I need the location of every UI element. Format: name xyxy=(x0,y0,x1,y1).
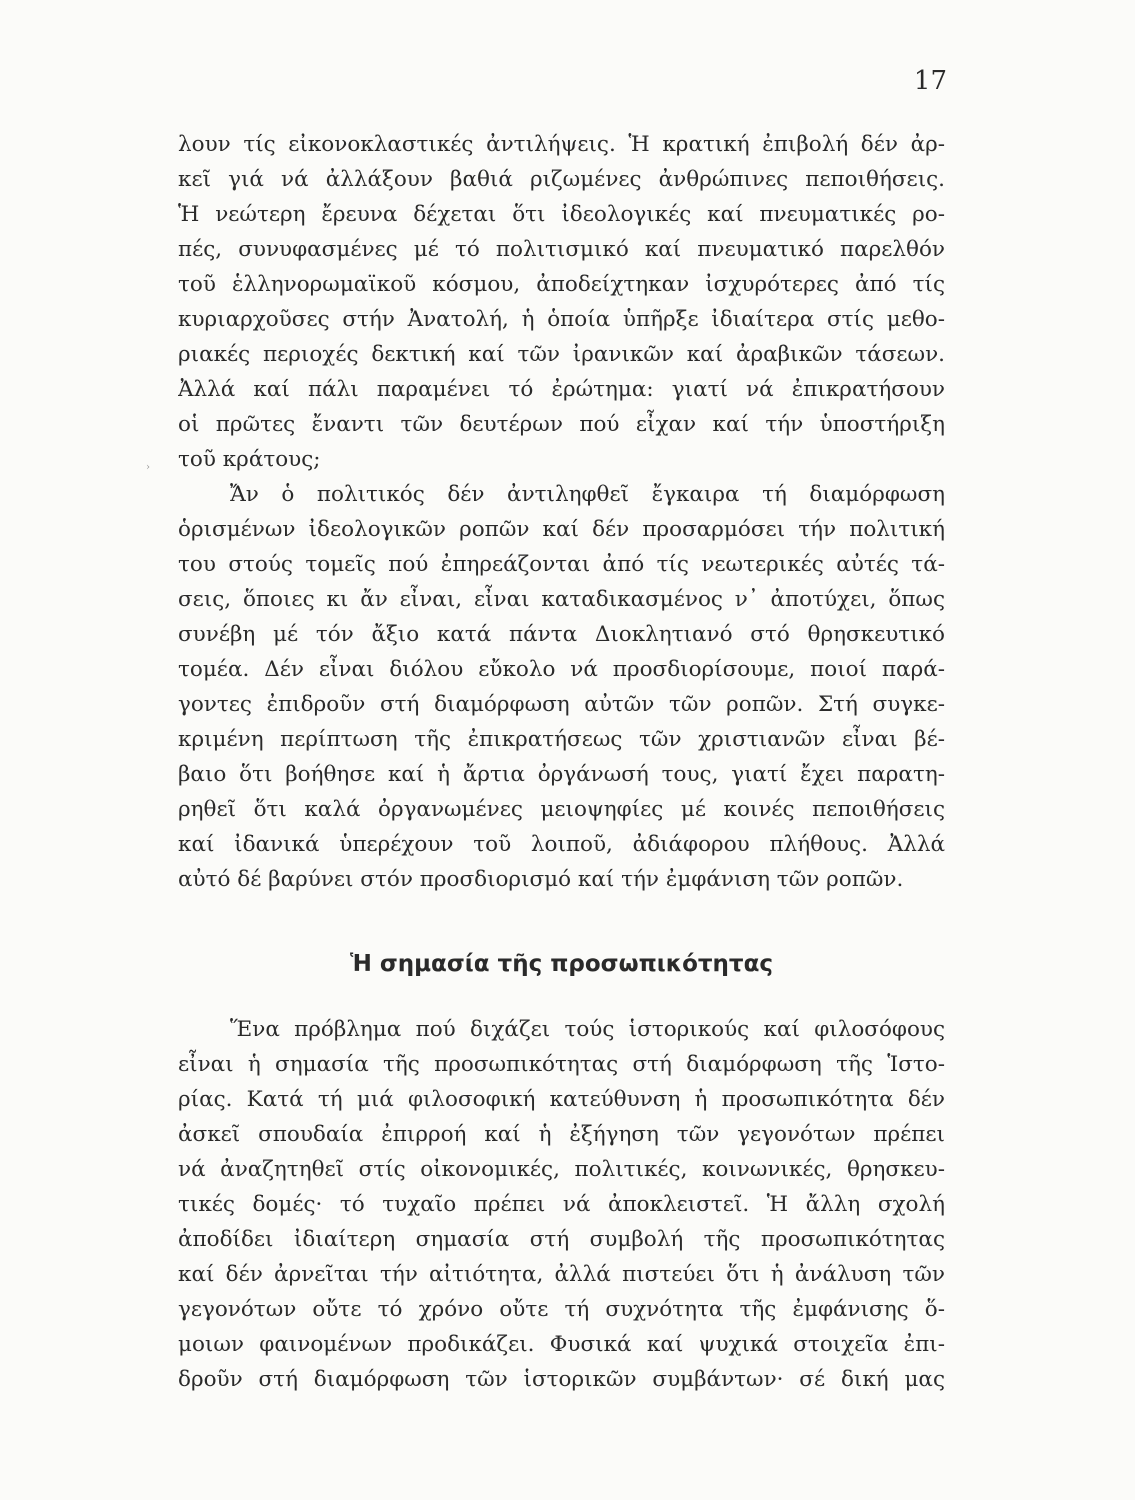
text-line: Ἀλλά καί πάλι παραμένει τό ἐρώτημα: γιατί νά ἐπικρατήσουν xyxy=(178,377,945,402)
text-line: Ἄν ὁ πολιτικός δέν ἀντιληφθεῖ ἔγκαιρα τή διαμόρφωση xyxy=(230,482,945,507)
text-line: οἱ πρῶτες ἔναντι τῶν δευτέρων πού εἶχαν καί τήν ὑποστήριξη xyxy=(178,412,945,437)
text-line: ρίας. Κατά τή μιά φιλοσοφική κατεύθυνση ἡ προσωπικότητα δέν xyxy=(178,1087,945,1112)
text-line: γεγονότων οὔτε τό χρόνο οὔτε τή συχνότητα τῆς ἐμφάνισης ὅ- xyxy=(178,1297,945,1322)
text-line: τικές δομές· τό τυχαῖο πρέπει νά ἀποκλειστεῖ. Ἡ ἄλλη σχολή xyxy=(178,1192,945,1217)
text-line: βαιο ὅτι βοήθησε καί ἡ ἄρτια ὀργάνωσή τους, γιατί ἔχει παρατη- xyxy=(178,762,945,787)
text-line: σεις, ὅποιες κι ἄν εἶναι, εἶναι καταδικασμένος ν᾽ ἀποτύχει, ὅπως xyxy=(178,587,945,612)
text-line: γοντες ἐπιδροῦν στή διαμόρφωση αὐτῶν τῶν ροπῶν. Στή συγκε- xyxy=(178,692,945,717)
text-line: κριμένη περίπτωση τῆς ἐπικρατήσεως τῶν χριστιανῶν εἶναι βέ- xyxy=(178,727,945,752)
text-line: μοιων φαινομένων προδικάζει. Φυσικά καί ψυχικά στοιχεῖα ἐπι- xyxy=(178,1332,945,1357)
text-line: ρηθεῖ ὅτι καλά ὀργανωμένες μειοψηφίες μέ κοινές πεποιθήσεις xyxy=(178,797,945,822)
text-line: καί ἰδανικά ὑπερέχουν τοῦ λοιποῦ, ἀδιάφορου πλήθους. Ἀλλά xyxy=(178,832,945,857)
paragraph-politician xyxy=(178,477,945,897)
text-line: Ἕνα πρόβλημα πού διχάζει τούς ἱστορικούς καί φιλοσόφους xyxy=(230,1017,945,1042)
text-line: κυριαρχοῦσες στήν Ἀνατολή, ἡ ὁποία ὑπῆρξε ἰδιαίτερα στίς μεθο- xyxy=(178,307,945,332)
text-line: ἀποδίδει ἰδιαίτερη σημασία στή συμβολή τῆς προσωπικότητας xyxy=(178,1227,945,1252)
paragraph-iconoclasm xyxy=(178,127,945,477)
text-line: ριακές περιοχές δεκτική καί τῶν ἰρανικῶν καί ἀραβικῶν τάσεων. xyxy=(178,342,945,367)
stray-mark: › xyxy=(146,462,150,473)
text-line: καί δέν ἀρνεῖται τήν αἰτιότητα, ἀλλά πιστεύει ὅτι ἡ ἀνάλυση τῶν xyxy=(178,1262,945,1287)
text-line: εἶναι ἡ σημασία τῆς προσωπικότητας στή διαμόρφωση τῆς Ἱστο- xyxy=(178,1052,945,1077)
text-line: τοῦ ἑλληνορωμαϊκοῦ κόσμου, ἀποδείχτηκαν ἰσχυρότερες ἀπό τίς xyxy=(178,272,945,297)
text-line: αὐτό δέ βαρύνει στόν προσδιορισμό καί τήν ἐμφάνιση τῶν ροπῶν. xyxy=(178,867,904,892)
text-line: ὁρισμένων ἰδεολογικῶν ροπῶν καί δέν προσαρμόσει τήν πολιτική xyxy=(178,517,945,542)
text-line: ἀσκεῖ σπουδαία ἐπιρροή καί ἡ ἐξήγηση τῶν γεγονότων πρέπει xyxy=(178,1122,945,1147)
paragraph-personality xyxy=(178,1012,945,1397)
text-line: λουν τίς εἰκονοκλαστικές ἀντιλήψεις. Ἡ κρατική ἐπιβολή δέν ἀρ- xyxy=(178,132,945,157)
text-line: δροῦν στή διαμόρφωση τῶν ἱστορικῶν συμβάντων· σέ δική μας xyxy=(178,1367,945,1392)
section-heading: Ἡ σημασία τῆς προσωπικότητας xyxy=(349,951,774,977)
text-line: νά ἀναζητηθεῖ στίς οἰκονομικές, πολιτικές, κοινωνικές, θρησκευ- xyxy=(178,1157,945,1182)
page-number: 17 xyxy=(913,66,947,96)
text-line: Ἡ νεώτερη ἔρευνα δέχεται ὅτι ἰδεολογικές καί πνευματικές ρο- xyxy=(178,202,945,227)
text-line: τομέα. Δέν εἶναι διόλου εὔκολο νά προσδιορίσουμε, ποιοί παρά- xyxy=(178,657,945,682)
text-line: του στούς τομεῖς πού ἐπηρεάζονται ἀπό τίς νεωτερικές αὐτές τά- xyxy=(178,552,945,577)
text-line: τοῦ κράτους; xyxy=(178,447,321,472)
text-line: πές, συνυφασμένες μέ τό πολιτισμικό καί πνευματικό παρελθόν xyxy=(178,237,945,262)
text-line: κεῖ γιά νά ἀλλάξουν βαθιά ριζωμένες ἀνθρώπινες πεποιθήσεις. xyxy=(178,167,945,192)
text-line: συνέβη μέ τόν ἄξιο κατά πάντα Διοκλητιανό στό θρησκευτικό xyxy=(178,622,945,647)
